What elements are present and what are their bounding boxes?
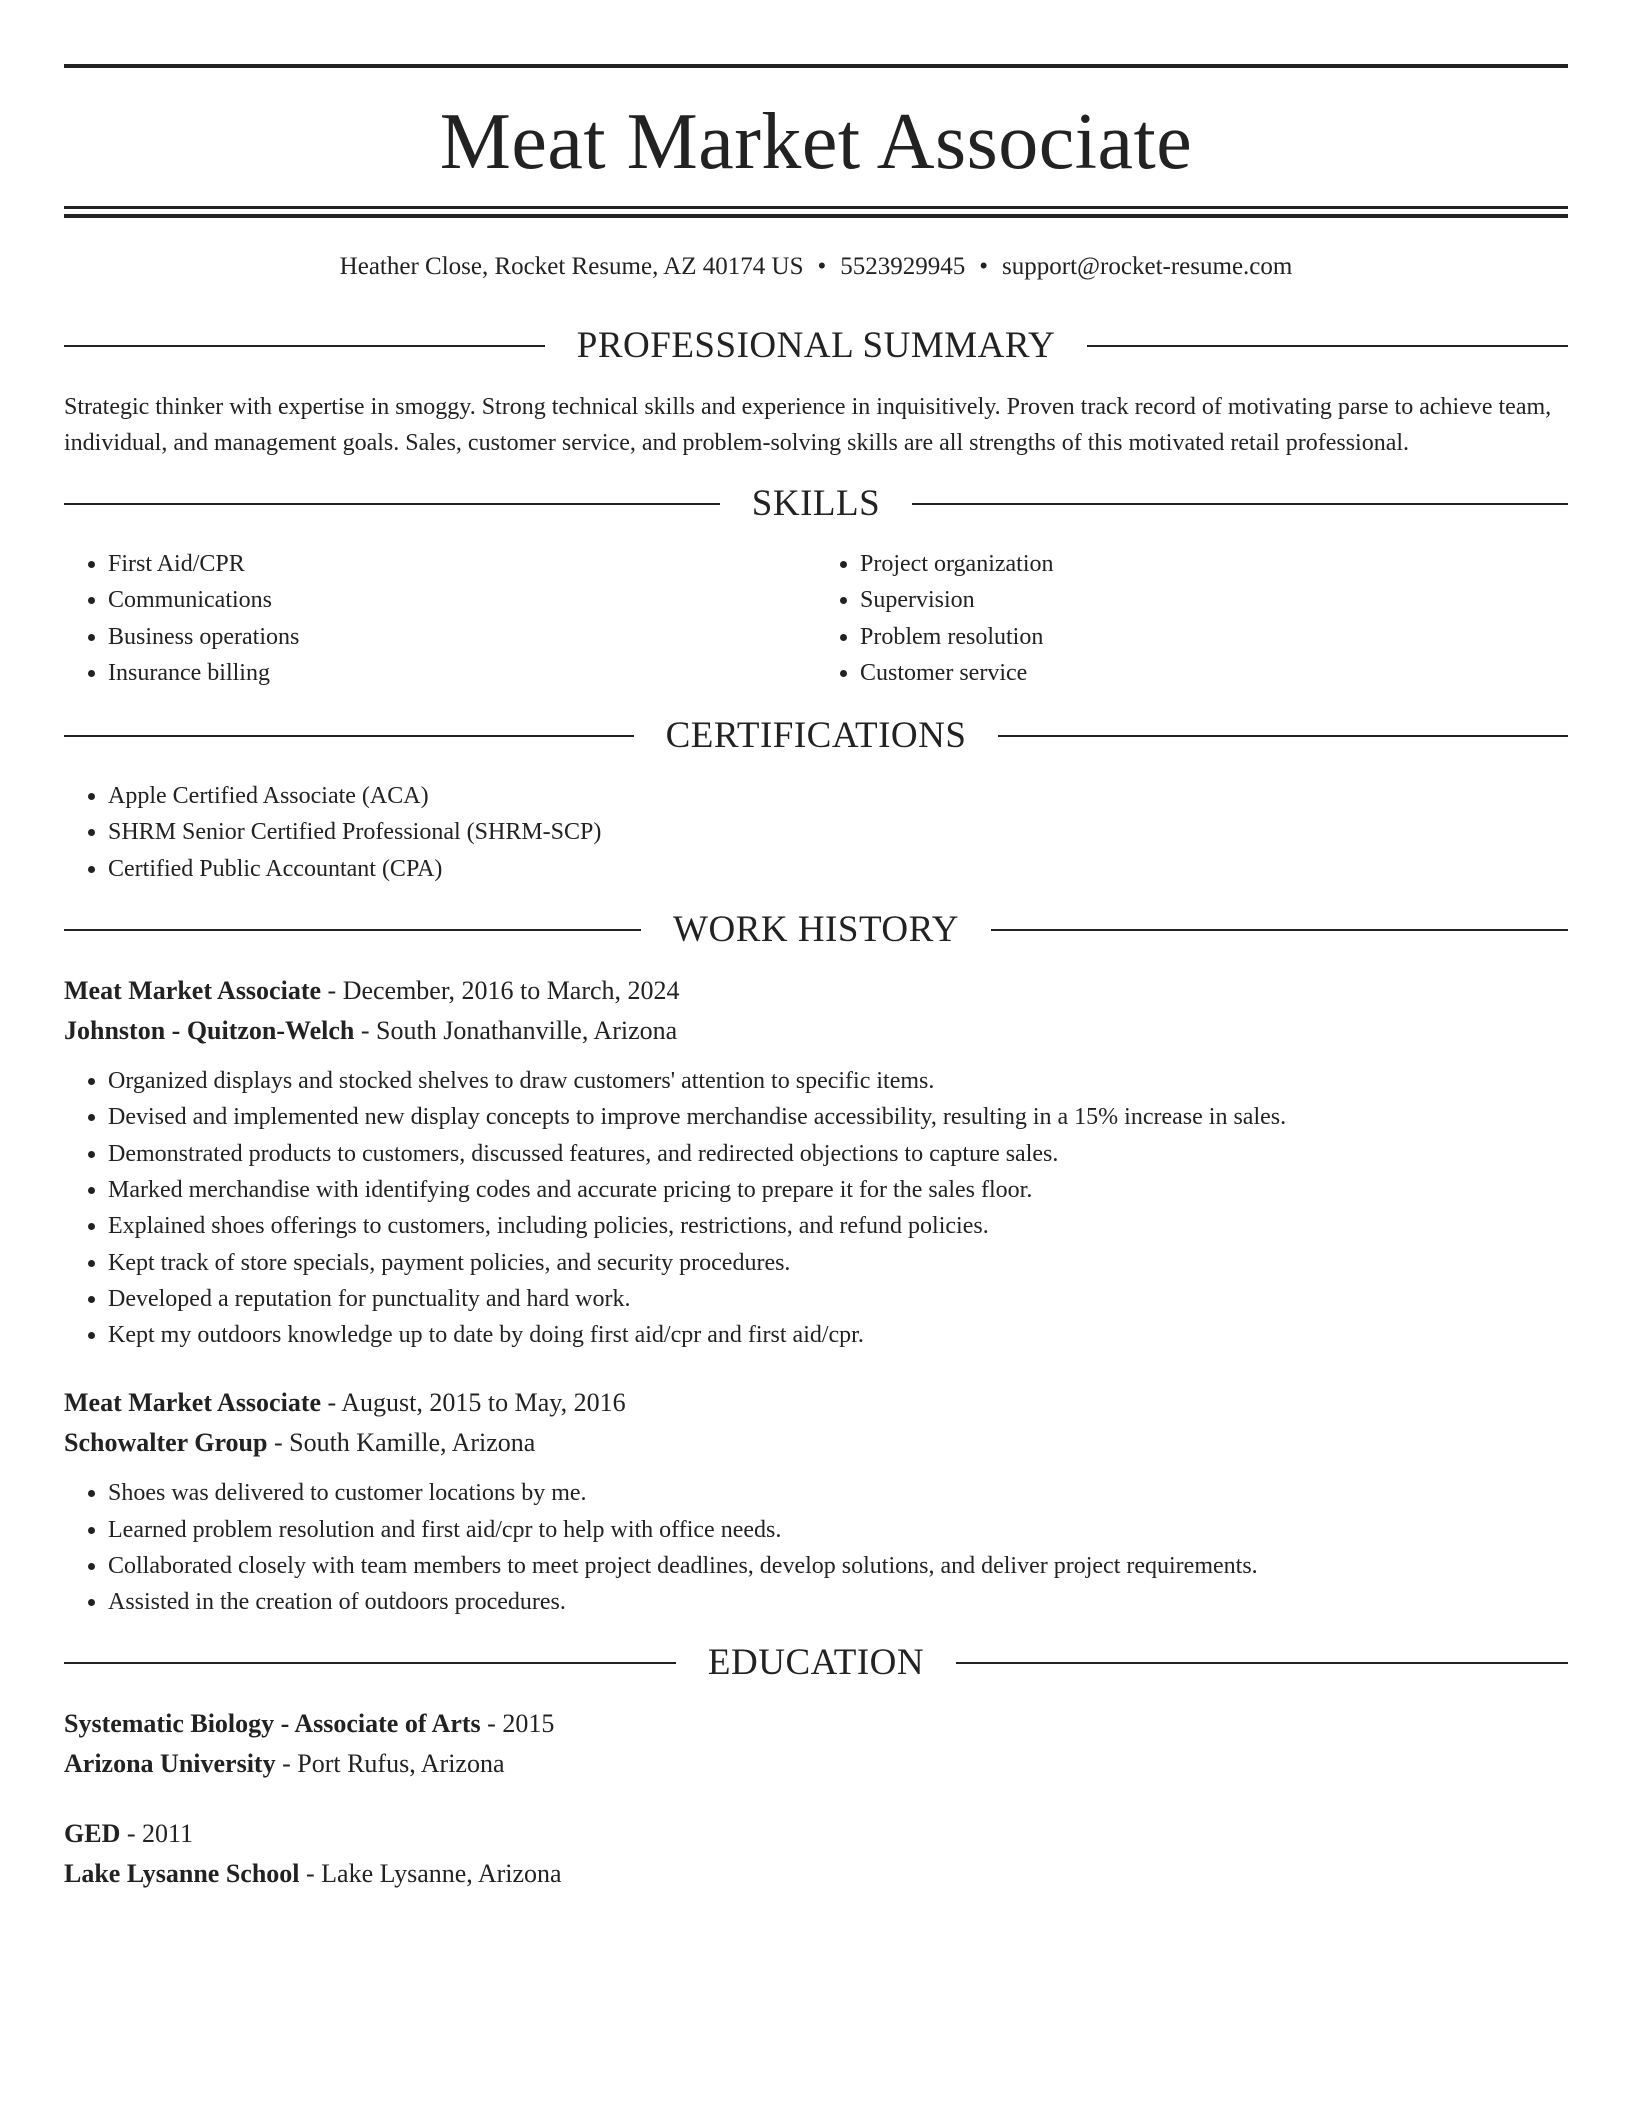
job-entry — [64, 971, 1568, 1353]
job-bullet: • Assisted in the creation of outdoors procedures. — [108, 1584, 1568, 1620]
skill-item: • Business operations — [108, 619, 816, 655]
skill-item: • Project organization — [860, 546, 1568, 582]
job-bullet: • Shoes was delivered to customer locations by me. — [108, 1475, 1568, 1511]
job-location: - South Kamille, Arizona — [267, 1428, 536, 1458]
skills-list-left — [64, 546, 816, 691]
skill-item: • Problem resolution — [860, 619, 1568, 655]
job-bullet: • Organized displays and stocked shelves to draw customers' attention to specific items. — [108, 1063, 1568, 1099]
work-heading — [64, 909, 1568, 951]
job-bullet: • Learned problem resolution and first aid/cpr to help with office needs. — [108, 1512, 1568, 1548]
candidate-name: Meat Market Associate — [439, 98, 1193, 186]
heading-rule-left — [64, 503, 720, 505]
heading-rule-left — [64, 1662, 676, 1664]
heading-rule-right — [991, 929, 1568, 931]
job-bullet: • Demonstrated products to customers, discussed features, and redirected objections to capture sales. — [108, 1136, 1568, 1172]
work-title: WORK HISTORY — [673, 909, 959, 951]
skill-item: • First Aid/CPR — [108, 546, 816, 582]
job-role: Meat Market Associate — [64, 976, 322, 1006]
summary-heading — [64, 325, 1568, 367]
heading-rule-left — [64, 735, 634, 737]
job-bullet: • Kept my outdoors knowledge up to date by doing first aid/cpr and first aid/cpr. — [108, 1317, 1568, 1353]
job-title-line — [64, 971, 1568, 1011]
job-dates: - August, 2015 to May, 2016 — [321, 1388, 626, 1418]
education-entry — [64, 1704, 1568, 1784]
certification-item: • Certified Public Accountant (CPA) — [108, 851, 1568, 887]
heading-rule-left — [64, 345, 545, 347]
summary-text: Strategic thinker with expertise in smoggy. Strong technical skills and experience in inquisitively. Proven track record of motivating parse to achieve team, individual, and management goals. Sales, customer service, and problem-solving skills are all strengths of this motivated retail professional. — [64, 394, 1552, 456]
heading-rule-right — [998, 735, 1568, 737]
job-dates: - December, 2016 to March, 2024 — [321, 976, 680, 1006]
education-entry — [64, 1814, 1568, 1894]
header-top-rule — [64, 64, 1568, 68]
job-company-line — [64, 1011, 1568, 1051]
job-bullets — [64, 1063, 1568, 1353]
education-degree-line — [64, 1814, 1568, 1854]
heading-rule-right — [912, 503, 1568, 505]
job-bullet: • Collaborated closely with team members to meet project deadlines, develop solutions, and deliver project requirements. — [108, 1548, 1568, 1584]
resume-page — [64, 64, 1568, 1894]
contact-email: support@rocket-resume.com — [1002, 253, 1293, 280]
job-role: Meat Market Associate — [64, 1388, 322, 1418]
education-year: - 2015 — [480, 1708, 555, 1738]
education-heading — [64, 1642, 1568, 1684]
job-entry — [64, 1383, 1568, 1620]
skills-grid — [64, 546, 1568, 691]
skill-item: • Insurance billing — [108, 655, 816, 691]
heading-rule-left — [64, 929, 641, 931]
certifications-list — [64, 778, 1568, 887]
job-company-line — [64, 1423, 1568, 1463]
heading-rule-right — [1087, 345, 1568, 347]
education-degree: Systematic Biology - Associate of Arts — [64, 1708, 481, 1738]
summary-title: PROFESSIONAL SUMMARY — [576, 325, 1056, 366]
job-company: Johnston - Quitzon-Welch — [64, 1016, 355, 1046]
certifications-heading — [64, 715, 1568, 757]
contact-separator: • — [817, 253, 827, 280]
skill-item: • Customer service — [860, 655, 1568, 691]
skills-list-right — [816, 546, 1568, 691]
header-double-rule — [64, 206, 1568, 218]
certifications-title: CERTIFICATIONS — [665, 715, 967, 757]
job-location: - South Jonathanville, Arizona — [354, 1016, 678, 1046]
education-title: EDUCATION — [707, 1641, 925, 1683]
education-year: - 2011 — [120, 1818, 194, 1848]
education-degree-line — [64, 1704, 1568, 1744]
skill-item: • Supervision — [860, 582, 1568, 618]
job-bullet: • Kept track of store specials, payment policies, and security procedures. — [108, 1245, 1568, 1281]
education-school-line — [64, 1854, 1568, 1894]
skills-heading — [64, 483, 1568, 525]
education-school: Lake Lysanne School — [64, 1858, 300, 1888]
education-location: - Port Rufus, Arizona — [275, 1748, 505, 1778]
job-bullet: • Developed a reputation for punctuality and hard work. — [108, 1281, 1568, 1317]
contact-address: Heather Close, Rocket Resume, AZ 40174 US — [339, 253, 804, 280]
job-bullet: • Marked merchandise with identifying codes and accurate pricing to prepare it for the sales floor. — [108, 1172, 1568, 1208]
skills-title: SKILLS — [751, 483, 881, 524]
contact-line — [64, 252, 1568, 282]
certification-item: • SHRM Senior Certified Professional (SHRM-SCP) — [108, 814, 1568, 850]
job-title-line — [64, 1383, 1568, 1423]
education-location: - Lake Lysanne, Arizona — [299, 1858, 562, 1888]
heading-rule-right — [956, 1662, 1568, 1664]
contact-phone: 5523929945 — [840, 253, 966, 280]
job-bullet: • Explained shoes offerings to customers, including policies, restrictions, and refund policies. — [108, 1208, 1568, 1244]
education-school: Arizona University — [64, 1748, 276, 1778]
certification-item: • Apple Certified Associate (ACA) — [108, 778, 1568, 814]
skill-item: • Communications — [108, 582, 816, 618]
job-company: Schowalter Group — [64, 1428, 268, 1458]
job-bullets — [64, 1475, 1568, 1620]
education-school-line — [64, 1744, 1568, 1784]
contact-separator: • — [979, 253, 989, 280]
education-degree: GED — [64, 1818, 121, 1848]
job-bullet: • Devised and implemented new display concepts to improve merchandise accessibility, resulting in a 15% increase in sales. — [108, 1099, 1568, 1135]
